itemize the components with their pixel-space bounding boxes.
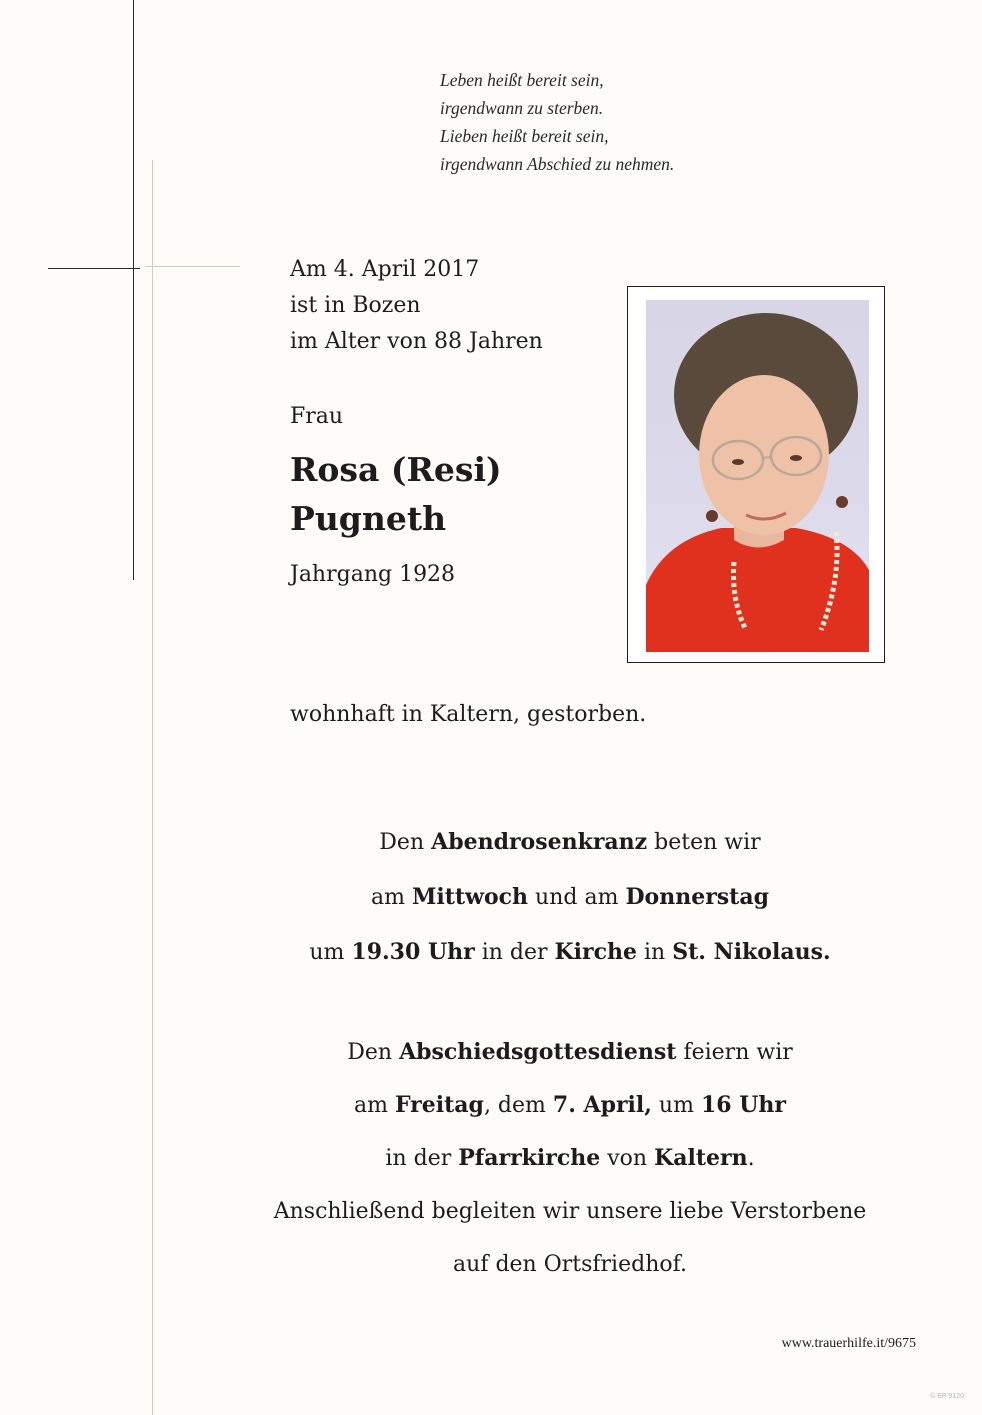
death-date: Am 4. April 2017 xyxy=(290,257,480,282)
service-line-5: auf den Ortsfriedhof. xyxy=(453,1252,687,1277)
website-link[interactable]: www.trauerhilfe.it/9675 xyxy=(781,1336,916,1351)
funeral-service-announcement xyxy=(180,1026,960,1291)
birth-year: Jahrgang 1928 xyxy=(290,562,456,587)
portrait-illustration xyxy=(646,300,869,652)
portrait-photo xyxy=(646,300,869,652)
rosary-line-1: Den Abendrosenkranz beten wir xyxy=(379,829,761,855)
poem-line: irgendwann zu sterben. xyxy=(440,98,604,118)
cross-horizontal-line-dark xyxy=(48,268,140,269)
residence-text: wohnhaft in Kaltern, gestorben. xyxy=(290,702,647,727)
death-announcement xyxy=(290,252,610,360)
poem xyxy=(440,66,840,178)
service-line-2: am Freitag, dem 7. April, um 16 Uhr xyxy=(353,1092,787,1118)
print-code: © EP 9120 xyxy=(930,1393,964,1400)
service-line-4: Anschließend begleiten wir unsere liebe Verstorbene xyxy=(273,1199,867,1224)
deceased-last-name: Pugneth xyxy=(290,499,447,538)
rosary-line-2: am Mittwoch und am Donnerstag xyxy=(371,884,769,910)
rosary-announcement xyxy=(180,815,960,980)
poem-line: Lieben heißt bereit sein, xyxy=(440,126,609,146)
poem-line: Leben heißt bereit sein, xyxy=(440,70,604,90)
cross-horizontal-line-light xyxy=(145,266,240,267)
deceased-name xyxy=(290,445,502,543)
death-place: ist in Bozen xyxy=(290,293,421,318)
service-line-3: in der Pfarrkirche von Kaltern. xyxy=(385,1145,755,1171)
cross-vertical-line-light xyxy=(152,160,153,1415)
service-line-1: Den Abschiedsgottesdienst feiern wir xyxy=(347,1039,793,1065)
cross-vertical-line-dark xyxy=(133,0,134,580)
salutation: Frau xyxy=(290,404,344,429)
deceased-first-name: Rosa (Resi) xyxy=(290,450,502,489)
rosary-line-3: um 19.30 Uhr in der Kirche in St. Nikolaus. xyxy=(309,939,831,965)
poem-line: irgendwann Abschied zu nehmen. xyxy=(440,154,675,174)
age-at-death: im Alter von 88 Jahren xyxy=(290,329,543,354)
